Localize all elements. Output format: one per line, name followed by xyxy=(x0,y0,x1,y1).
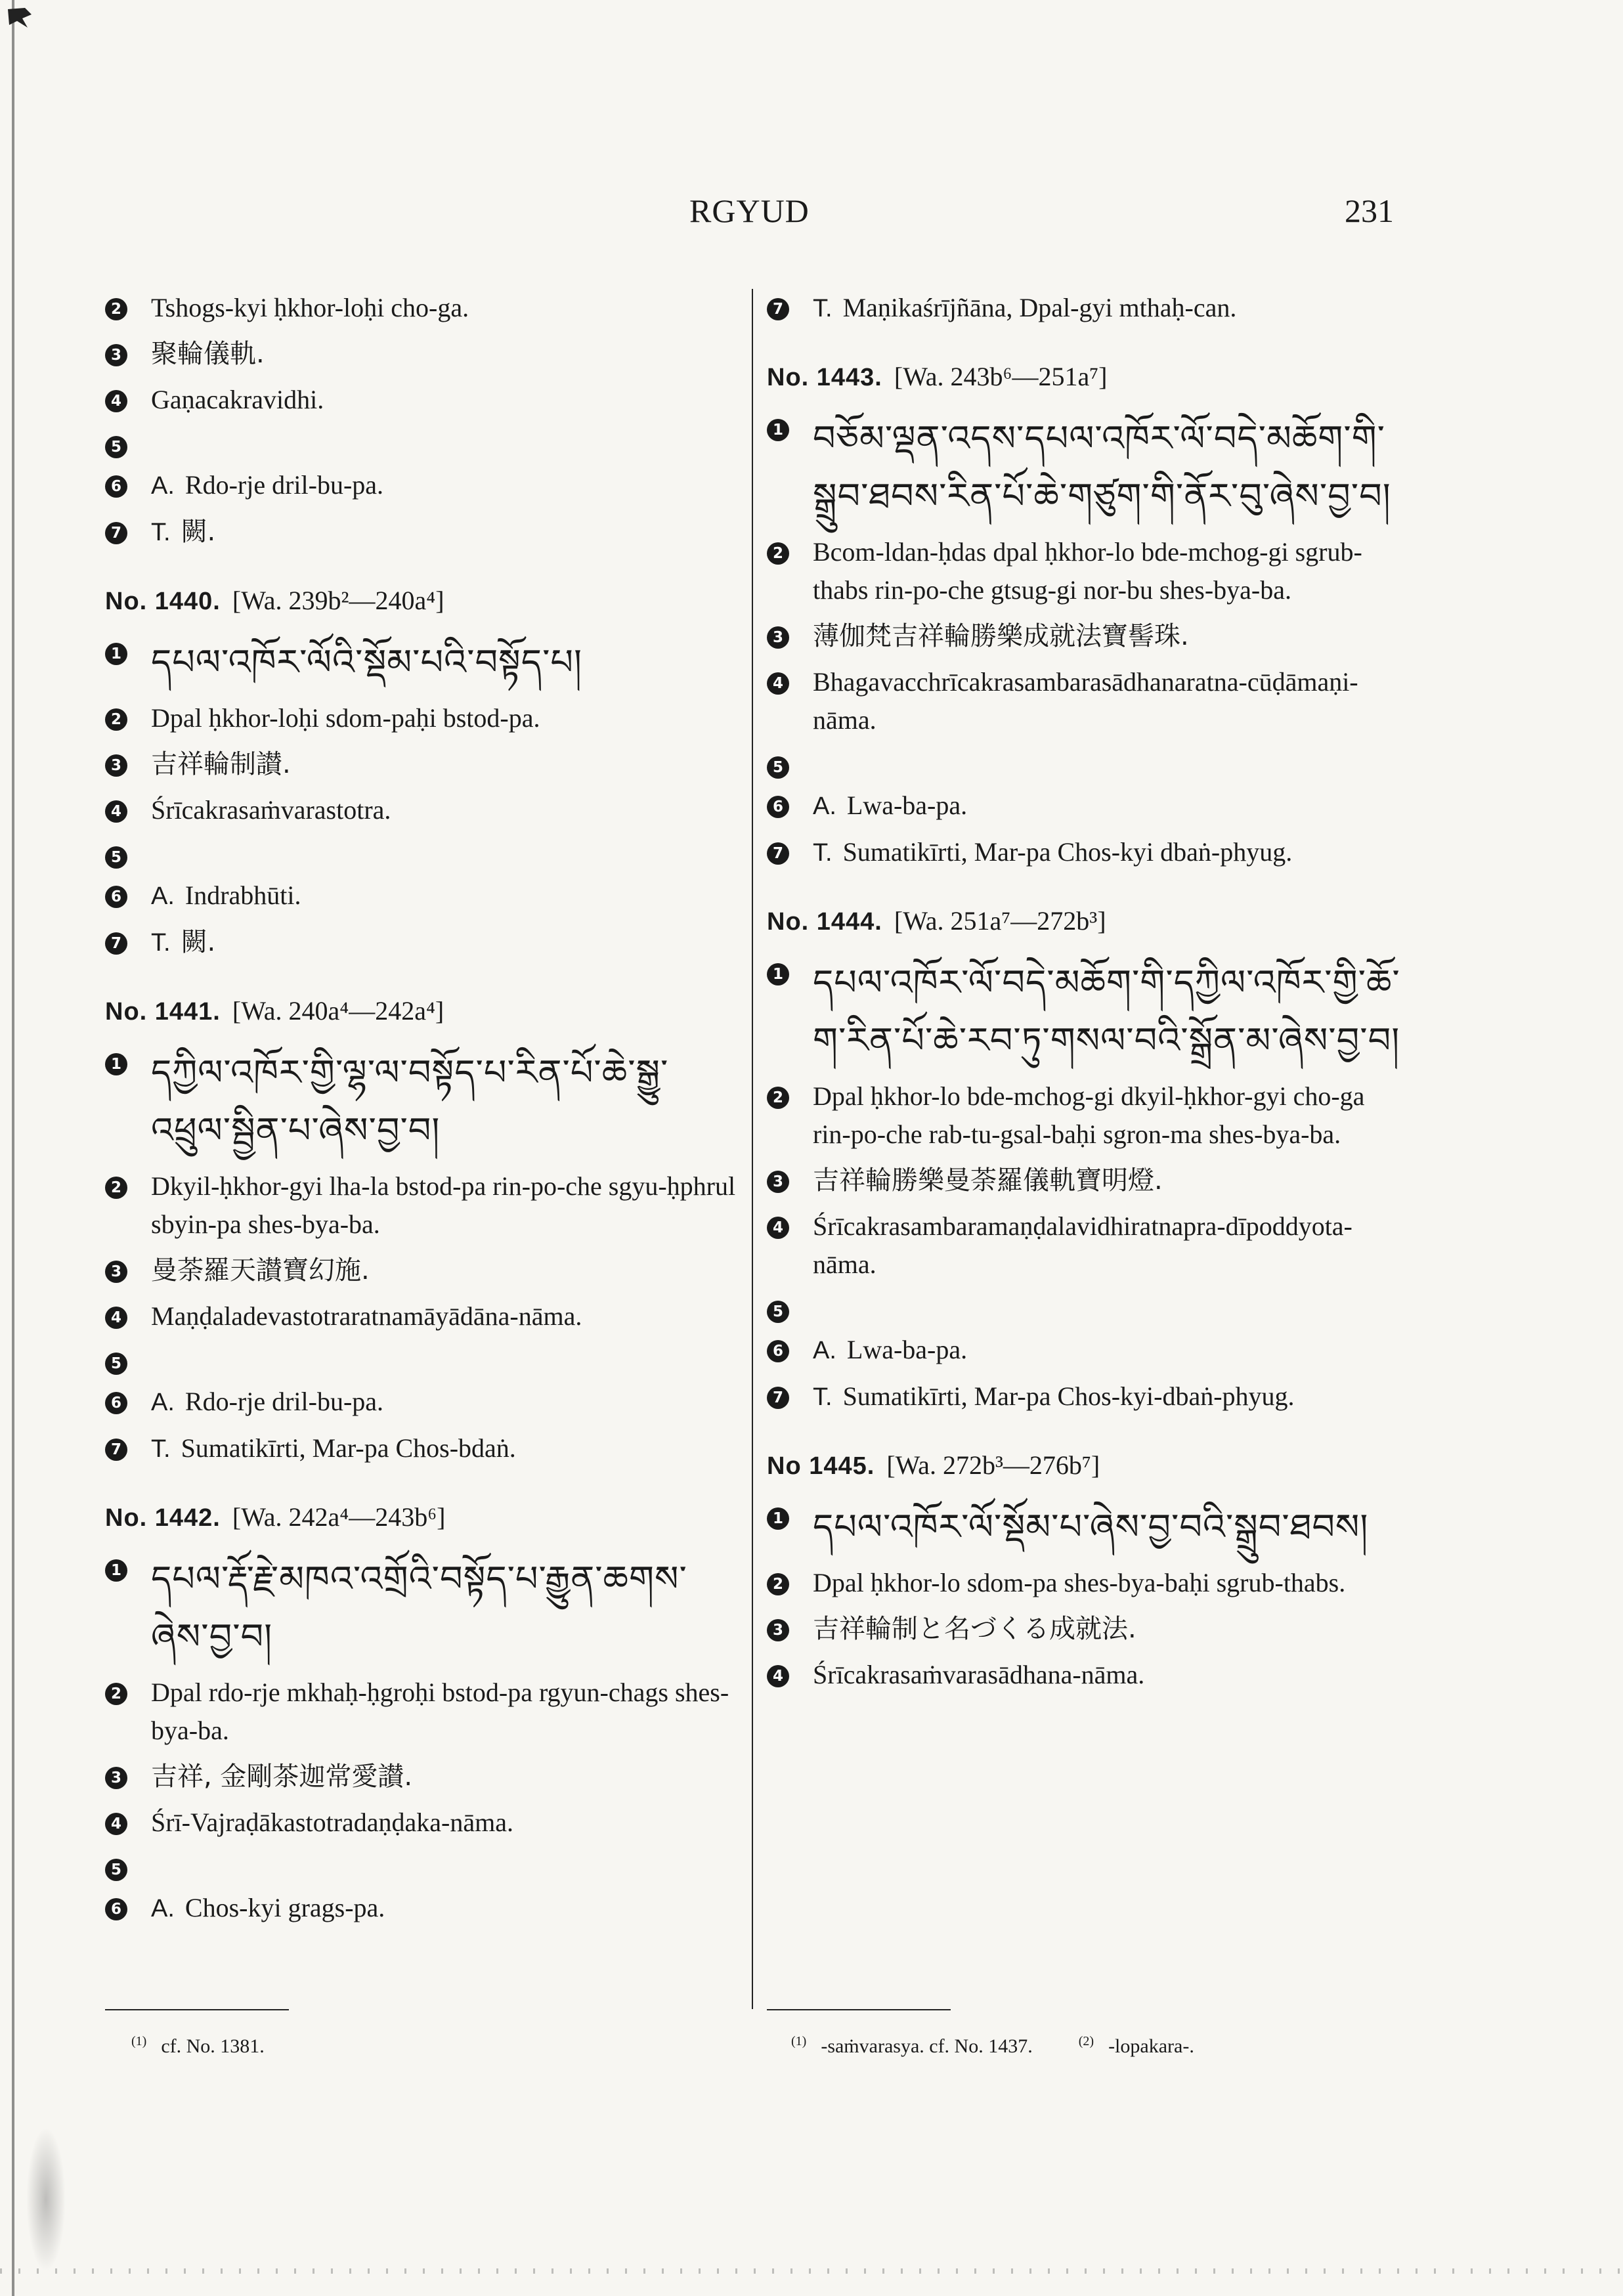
entry-field xyxy=(767,1656,1407,1694)
entry-field xyxy=(767,1077,1407,1154)
field-number-badge: 4 xyxy=(105,390,127,412)
field-text: Tshogs-kyi ḥkhor-loḥi cho-ga. xyxy=(151,293,469,322)
field-number-badge: 7 xyxy=(105,522,127,544)
field-text: Śrī-Vajraḍākastotradaṇḍaka-nāma. xyxy=(151,1808,513,1837)
folio-reference: [Wa. 239b²—240a⁴] xyxy=(232,586,444,615)
field-number-badge: 2 xyxy=(767,1087,789,1109)
entry-field xyxy=(767,1331,1407,1370)
field-content xyxy=(151,699,742,737)
entry-field xyxy=(105,427,742,458)
field-text: Dkyil-ḥkhor-gyi lha-la bstod-pa rin-po-che sgyu-ḥphrul sbyin-pa shes-bya-ba. xyxy=(151,1171,736,1239)
field-number-badge: 7 xyxy=(105,932,127,955)
field-number-badge: 5 xyxy=(105,1353,127,1375)
field-text: Dpal rdo-rje mkhaḥ-ḥgroḥi bstod-pa rgyun-chags shes-bya-ba. xyxy=(151,1678,729,1745)
field-role: T. xyxy=(151,519,171,546)
field-content xyxy=(151,1383,742,1421)
chinese-title: 吉祥輪勝樂曼荼羅儀軌寶明燈. xyxy=(813,1165,1163,1196)
folio-reference: [Wa. 243b⁶—251a⁷] xyxy=(894,362,1108,391)
field-number-badge: 2 xyxy=(767,542,789,565)
field-number-badge: 6 xyxy=(767,1340,789,1362)
field-number-badge: 3 xyxy=(105,344,127,366)
field-number-badge: 7 xyxy=(767,298,789,320)
field-text: Śrīcakrasaṁvarastotra. xyxy=(151,795,391,825)
entry-field xyxy=(105,1550,742,1666)
entry-field xyxy=(105,1251,742,1289)
entry-heading xyxy=(767,1446,1407,1485)
field-content xyxy=(813,289,1407,328)
field-text: Dpal ḥkhor-loḥi sdom-paḥi bstod-pa. xyxy=(151,703,540,733)
field-role: A. xyxy=(151,472,175,500)
field-content xyxy=(151,877,742,915)
scan-noise xyxy=(0,2268,1623,2274)
field-text: Śrīcakrasaṁvarasādhana-nāma. xyxy=(813,1660,1145,1689)
field-content xyxy=(813,1207,1407,1284)
entry-field xyxy=(105,1343,742,1375)
field-number-badge: 2 xyxy=(105,1683,127,1705)
field-number-badge: 3 xyxy=(105,1767,127,1789)
field-number-badge: 6 xyxy=(105,475,127,498)
tibetan-title: དཀྱིལ་འཁོར་གྱི་ལྷ་ལ་བསྟོད་པ་རིན་པོ་ཆེ་སྒྱུ་འཕྲུལ་སྦྱིན་པ་ཞེས་བྱ་བ། xyxy=(151,1052,669,1151)
field-role: A. xyxy=(813,792,836,820)
field-text: Lwa-ba-pa. xyxy=(846,791,968,820)
field-text: Bhagavacchrīcakrasambarasādhanaratna-cūḍāmaṇi-nāma. xyxy=(813,667,1358,735)
entry-field xyxy=(767,954,1407,1070)
field-number-badge: 4 xyxy=(767,672,789,695)
entry-field xyxy=(767,1564,1407,1602)
entry-field xyxy=(105,923,742,962)
entry-field xyxy=(105,513,742,552)
field-number-badge: 1 xyxy=(767,1507,789,1530)
entry-field xyxy=(105,1383,742,1421)
field-content xyxy=(151,745,742,783)
field-text: Sumatikīrti, Mar-pa Chos-bdaṅ. xyxy=(181,1433,516,1463)
field-content xyxy=(151,1297,742,1335)
field-number-badge: 7 xyxy=(767,1387,789,1409)
field-content xyxy=(151,1251,742,1289)
field-role: T. xyxy=(813,295,833,322)
field-content xyxy=(151,634,742,691)
field-content xyxy=(151,1804,742,1842)
field-number-badge: 5 xyxy=(105,846,127,869)
entry-number: No. 1444. xyxy=(767,908,882,936)
field-content xyxy=(813,617,1407,655)
field-text: Maṇikaśrījñāna, Dpal-gyi mthaḥ-can. xyxy=(842,293,1237,322)
field-text: Sumatikīrti, Mar-pa Chos-kyi-dbaṅ-phyug. xyxy=(842,1381,1295,1411)
field-content xyxy=(813,1377,1407,1416)
chinese-title: 薄伽梵吉祥輪勝樂成就法寶髻珠. xyxy=(813,621,1189,651)
entry-field xyxy=(105,466,742,505)
field-content xyxy=(151,289,742,327)
entry-heading xyxy=(105,582,742,620)
entry-number: No 1445. xyxy=(767,1452,875,1480)
entry-field xyxy=(105,1167,742,1244)
tibetan-title: དཔལ་འཁོར་ལོ་བདེ་མཆོག་གི་དཀྱིལ་འཁོར་གྱི་ཆོ་ག་རིན་པོ་ཆེ་རབ་ཏུ་གསལ་བའི་སྒྲོན་མ་ཞེས་བྱ་བ། xyxy=(813,962,1400,1061)
field-number-badge: 6 xyxy=(767,796,789,818)
footnote-mark: (2) xyxy=(1078,2034,1094,2048)
field-number-badge: 1 xyxy=(105,643,127,665)
entry-field xyxy=(767,1161,1407,1200)
field-number-badge: 6 xyxy=(105,1392,127,1414)
field-content xyxy=(151,513,742,552)
footnote-mark: (1) xyxy=(791,2034,807,2048)
entry-field xyxy=(767,533,1407,609)
entry-field xyxy=(105,1850,742,1881)
field-content xyxy=(151,1758,742,1796)
footnote-rule-right xyxy=(767,2009,951,2010)
field-content xyxy=(151,1674,742,1750)
entry-field xyxy=(767,1610,1407,1648)
field-content xyxy=(813,1077,1407,1154)
folio-reference: [Wa. 240a⁴—242a⁴] xyxy=(232,996,444,1026)
field-number-badge: 4 xyxy=(105,1813,127,1835)
chinese-title: 吉祥輪制讃. xyxy=(151,749,291,779)
running-head: RGYUD xyxy=(689,192,810,229)
field-number-badge: 5 xyxy=(105,1859,127,1881)
entry-field xyxy=(105,745,742,783)
tibetan-title: དཔལ་འཁོར་ལོའི་སྡོམ་པའི་བསྟོད་པ། xyxy=(151,641,583,683)
entry-field xyxy=(767,289,1407,328)
field-content xyxy=(813,1498,1407,1556)
entry-field xyxy=(105,699,742,737)
field-number-badge: 4 xyxy=(767,1665,789,1687)
entry-number: No. 1442. xyxy=(105,1504,221,1532)
field-content xyxy=(813,954,1407,1070)
field-number-badge: 7 xyxy=(105,1439,127,1461)
entry-field xyxy=(767,1498,1407,1556)
field-number-badge: 3 xyxy=(767,626,789,649)
field-text: Sumatikīrti, Mar-pa Chos-kyi dbaṅ-phyug. xyxy=(842,837,1293,867)
field-text: Chos-kyi grags-pa. xyxy=(184,1893,385,1922)
field-number-badge: 6 xyxy=(105,886,127,908)
scan-edge xyxy=(12,0,14,2296)
field-content xyxy=(151,923,742,962)
field-content xyxy=(813,1161,1407,1200)
field-text: Dpal ḥkhor-lo sdom-pa shes-bya-baḥi sgrub-thabs. xyxy=(813,1568,1346,1597)
chinese-title: 聚輪儀軌. xyxy=(151,339,265,369)
field-number-badge: 6 xyxy=(105,1898,127,1920)
chinese-title: 曼荼羅天讃寶幻施. xyxy=(151,1255,370,1286)
footnote-rule-left xyxy=(105,2009,289,2010)
scan-smudge xyxy=(26,2127,66,2272)
field-text: Maṇḍaladevastotraratnamāyādāna-nāma. xyxy=(151,1301,582,1331)
field-content xyxy=(813,1610,1407,1648)
folio-reference: [Wa. 242a⁴—243b⁶] xyxy=(232,1502,446,1532)
field-role: A. xyxy=(151,882,175,910)
field-number-badge: 4 xyxy=(767,1217,789,1239)
entry-heading xyxy=(767,358,1407,397)
column-divider xyxy=(752,289,753,2009)
chinese-title: 闕. xyxy=(181,517,216,547)
entry-field xyxy=(767,663,1407,739)
entry-field xyxy=(105,1297,742,1335)
chinese-title: 吉祥輪制と名づくる成就法. xyxy=(813,1614,1136,1644)
entry-field xyxy=(105,381,742,419)
field-content xyxy=(813,1656,1407,1694)
entry-field xyxy=(767,410,1407,525)
field-number-badge: 2 xyxy=(105,708,127,731)
entry-heading xyxy=(105,1498,742,1537)
entry-field xyxy=(767,747,1407,779)
field-content xyxy=(813,410,1407,525)
field-number-badge: 5 xyxy=(767,756,789,779)
field-text: Dpal ḥkhor-lo bde-mchog-gi dkyil-ḥkhor-gyi cho-ga rin-po-che rab-tu-gsal-baḥi sgron-ma shes-bya-ba. xyxy=(813,1081,1365,1149)
field-number-badge: 2 xyxy=(767,1573,789,1595)
field-number-badge: 4 xyxy=(105,1307,127,1329)
entry-number: No. 1441. xyxy=(105,998,221,1026)
field-role: T. xyxy=(151,929,171,957)
field-number-badge: 7 xyxy=(767,842,789,865)
field-number-badge: 3 xyxy=(767,1619,789,1641)
field-content xyxy=(151,1889,742,1928)
footnote-text: -saṁvarasya. cf. No. 1437. xyxy=(821,2035,1033,2057)
field-content xyxy=(151,1429,742,1468)
field-number-badge: 2 xyxy=(105,1177,127,1199)
field-content xyxy=(813,833,1407,872)
entry-field xyxy=(767,1377,1407,1416)
entry-field xyxy=(105,877,742,915)
entry-heading xyxy=(105,992,742,1031)
entry-field xyxy=(767,1207,1407,1284)
field-text: Rdo-rje dril-bu-pa. xyxy=(184,1387,384,1416)
entry-field xyxy=(105,1674,742,1750)
field-content xyxy=(813,533,1407,609)
field-text: Bcom-ldan-ḥdas dpal ḥkhor-lo bde-mchog-gi sgrub-thabs rin-po-che gtsug-gi nor-bu shes-bya-ba. xyxy=(813,537,1362,605)
field-number-badge: 3 xyxy=(767,1171,789,1193)
chinese-title: 闕. xyxy=(181,927,216,957)
folio-reference: [Wa. 272b³—276b⁷] xyxy=(886,1450,1100,1480)
entry-field xyxy=(767,1291,1407,1323)
field-content xyxy=(151,466,742,505)
page-number: 231 xyxy=(1345,192,1394,229)
field-number-badge: 5 xyxy=(767,1301,789,1323)
field-content xyxy=(151,791,742,829)
entry-field xyxy=(105,1804,742,1842)
entry-field xyxy=(105,1429,742,1468)
field-number-badge: 2 xyxy=(105,298,127,320)
field-number-badge: 4 xyxy=(105,800,127,823)
field-number-badge: 1 xyxy=(767,419,789,441)
field-content xyxy=(813,787,1407,825)
folio-reference: [Wa. 251a⁷—272b³] xyxy=(894,906,1106,936)
entry-heading xyxy=(767,902,1407,941)
right-column xyxy=(767,289,1407,1702)
tibetan-title: བཅོམ་ལྡན་འདས་དཔལ་འཁོར་ལོ་བདེ་མཆོག་གི་སྒྲུབ་ཐབས་རིན་པོ་ཆེ་གཙུག་གི་ནོར་བུ་ཞེས་བྱ་བ། xyxy=(813,418,1391,517)
field-content xyxy=(813,663,1407,739)
field-text: Rdo-rje dril-bu-pa. xyxy=(184,470,384,500)
entry-field xyxy=(767,833,1407,872)
entry-field xyxy=(105,1889,742,1928)
field-role: T. xyxy=(813,839,833,867)
corner-smudge-icon xyxy=(5,5,34,32)
field-number-badge: 3 xyxy=(105,1261,127,1283)
field-number-badge: 3 xyxy=(105,754,127,777)
field-content xyxy=(151,1167,742,1244)
field-text: Śrīcakrasambaramaṇḍalavidhiratnapra-dīpoddyota-nāma. xyxy=(813,1211,1352,1279)
field-text: Lwa-ba-pa. xyxy=(846,1335,968,1364)
entry-field xyxy=(105,1758,742,1796)
footnote-right xyxy=(791,2034,1194,2058)
left-column xyxy=(105,289,742,1936)
field-number-badge: 1 xyxy=(767,963,789,986)
field-content xyxy=(151,1550,742,1666)
entry-field xyxy=(105,289,742,327)
field-number-badge: 1 xyxy=(105,1559,127,1582)
footnote-text: -lopakara-. xyxy=(1108,2035,1194,2057)
entry-number: No. 1443. xyxy=(767,364,882,391)
field-text: Indrabhūti. xyxy=(184,880,301,910)
footnote-text: cf. No. 1381. xyxy=(161,2035,265,2057)
field-text: Gaṇacakravidhi. xyxy=(151,385,324,414)
entry-field xyxy=(105,1044,742,1159)
field-content xyxy=(813,1564,1407,1602)
field-role: A. xyxy=(813,1337,836,1364)
footnote-mark: (1) xyxy=(131,2034,147,2048)
field-role: T. xyxy=(151,1435,171,1463)
field-content xyxy=(813,1331,1407,1370)
field-content xyxy=(151,335,742,373)
chinese-title: 吉祥, 金剛茶迦常愛讃. xyxy=(151,1762,413,1792)
entry-field xyxy=(767,787,1407,825)
field-role: A. xyxy=(151,1895,175,1922)
entry-field xyxy=(767,617,1407,655)
field-role: T. xyxy=(813,1383,833,1411)
field-number-badge: 1 xyxy=(105,1053,127,1075)
entry-field xyxy=(105,634,742,691)
entry-field xyxy=(105,837,742,869)
field-number-badge: 5 xyxy=(105,436,127,458)
field-content xyxy=(151,1044,742,1159)
page-header xyxy=(0,192,1623,231)
entry-number: No. 1440. xyxy=(105,588,221,615)
entry-field xyxy=(105,335,742,373)
entry-field xyxy=(105,791,742,829)
field-role: A. xyxy=(151,1389,175,1416)
tibetan-title: དཔལ་རྡོ་རྗེ་མཁའ་འགྲོའི་བསྟོད་པ་རྒྱུན་ཆགས་ཞེས་བྱ་བ། xyxy=(151,1558,687,1657)
footnote-left xyxy=(131,2034,265,2058)
field-content xyxy=(151,381,742,419)
tibetan-title: དཔལ་འཁོར་ལོ་སྡོམ་པ་ཞེས་བྱ་བའི་སྒྲུབ་ཐབས། xyxy=(813,1506,1369,1548)
